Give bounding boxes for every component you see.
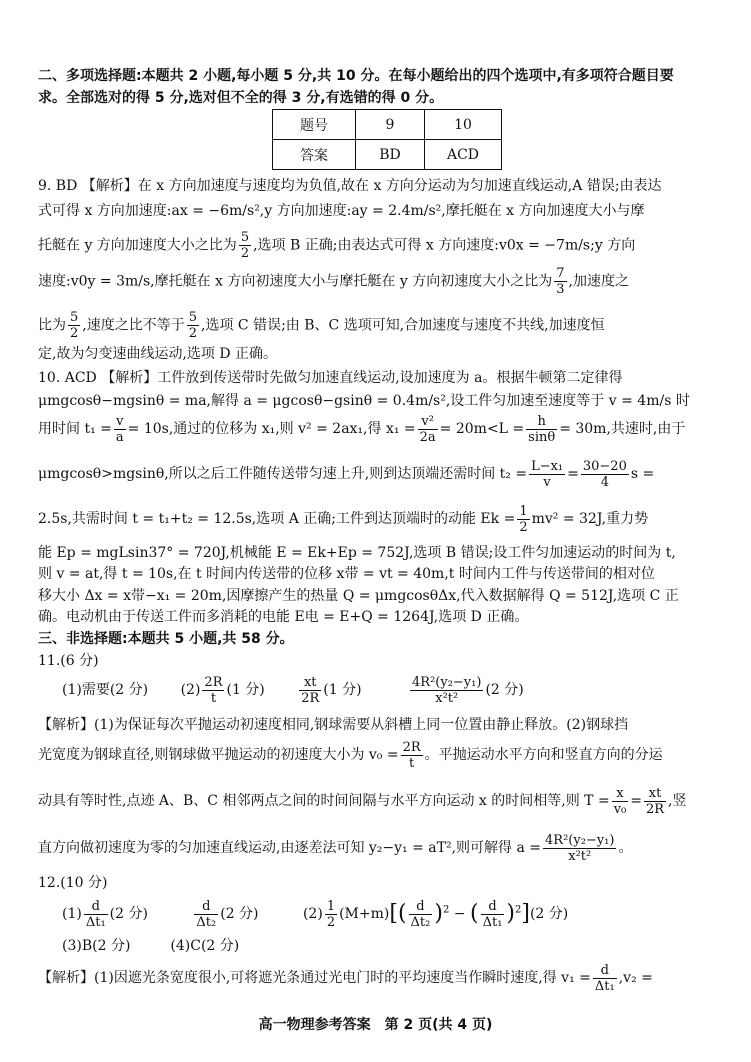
q11-text: 动具有等时性,点迹 A、B、C 相邻两点之间的时间间隔与水平方向运动 x 的时间相等,则 T = [38, 793, 610, 809]
denominator: 2R [645, 801, 665, 817]
q9-text: ,速度之比不等于 [82, 317, 185, 334]
q10-text: mv² = 32J,重力势 [531, 511, 649, 527]
numerator: v [114, 414, 126, 430]
q9-text: ,选项 B 正确;由表达式可得 x 方向速度:v0x = −7m/s;y 方向 [253, 237, 636, 254]
q9-line3 [38, 230, 731, 261]
q9-line6: 定,故为匀变速曲线运动,选项 D 正确。 [38, 346, 278, 362]
exponent: 2 [442, 904, 450, 916]
q12-answers-row2 [62, 936, 731, 956]
table-cell: 10 [425, 110, 502, 140]
fraction [410, 675, 483, 706]
paren-glyph: ) [506, 901, 515, 926]
q10-line7: 则 v = at,得 t = 10s,在 t 时间内传送带的位移 x带 = vt = 40m,t 时间内工件与传送带间的相对位 [38, 566, 655, 582]
numerator: 1 [326, 898, 336, 914]
numerator: 2R [402, 739, 421, 755]
denominator: Δt₂ [410, 914, 431, 930]
denominator: 3 [556, 282, 565, 297]
fraction [325, 899, 337, 930]
q10-line4 [38, 457, 731, 491]
q12-answer-2-mass: (M+m) [339, 906, 390, 922]
q11-answer-2-label: (2) [180, 682, 201, 698]
q12-text: ,v₂ = [618, 970, 653, 986]
fraction [593, 963, 617, 994]
fraction [401, 740, 423, 771]
denominator: x²t² [568, 848, 592, 864]
q11-explain-line1: 【解析】(1)为保证每次平抛运动初速度相同,钢球需要从斜槽上同一位置由静止释放。(2)钢球挡 [38, 717, 629, 733]
denominator: 4 [600, 474, 609, 490]
q12-answers-row1: (1) $\frac{d}{\text{Δt₁}}$ (2 分) $\frac{d}{\text{Δt₂}}$ (2 分) (2) $\frac{1}{2}$ (M+m)[( $\frac{d}{\text{Δt₂}}$ )$^2$ − ( $\frac{d}{\text{Δt₁}}$ )$^2$](2 分) [62, 898, 569, 930]
denominator: 2 [519, 519, 528, 535]
fraction [114, 414, 126, 445]
q11-answer-2-score: (1 分) [226, 682, 265, 698]
denominator: t [409, 755, 415, 771]
numerator: 7 [556, 266, 565, 281]
table-cell: ACD [425, 140, 502, 170]
q10-line3 [38, 412, 731, 446]
q12-heading: 12.(10 分) [38, 875, 108, 891]
numerator: h [526, 414, 557, 430]
q10-text: = 10s,通过的位移为 x₁,则 v² = 2ax₁,得 x₁ = [127, 421, 416, 437]
q11-explain-line3 [38, 784, 731, 818]
page-footer: 高一物理参考答案 第 2 页(共 4 页) [258, 1017, 493, 1033]
numerator: 2R [204, 674, 223, 690]
q11-text: ,竖 [668, 793, 687, 809]
q11-answer-4-score: (2 分) [485, 682, 524, 698]
fraction [644, 786, 666, 817]
q12-answer-3: (3)B(2 分) [62, 938, 131, 954]
fraction [194, 899, 218, 930]
q10-text: = 30m,共速时,由于 [559, 421, 686, 437]
bracket-glyph: [ [389, 901, 398, 926]
numerator: d [409, 899, 433, 915]
table-row [273, 140, 502, 170]
q10-line8: 移大小 Δx = x带−x₁ = 20m,因摩擦产生的热量 Q = μmgcosθΔx,代入数据解得 Q = 512J,选项 C 正 [38, 588, 679, 604]
fraction [299, 675, 321, 706]
q11-explain-line2 [38, 738, 731, 772]
denominator: Δt₁ [482, 914, 503, 930]
q12-explain-line1 [38, 961, 731, 995]
q9-text: ,加速度之 [568, 273, 629, 290]
q11-text: 。平抛运动水平方向和竖直方向的分运 [424, 747, 663, 763]
numerator: 30−20 [582, 458, 627, 474]
numerator: d [593, 963, 617, 979]
q12-text: 【解析】(1)因遮光条宽度很小,可将遮光条通过光电门时的平均速度当作瞬时速度,得 v₁ = [38, 970, 591, 986]
exponent: 2 [515, 904, 522, 916]
fraction [409, 899, 433, 930]
q12-answer-2-score: (2 分) [529, 906, 569, 922]
denominator: 2R [301, 690, 320, 706]
q12-answer-1b-score: (2 分) [220, 906, 259, 922]
q11-text: 。 [618, 840, 633, 856]
q10-text: 用时间 t₁ = [38, 421, 112, 437]
numerator: v² [418, 414, 438, 430]
q10-line2: μmgcosθ−mgsinθ = ma,解得 a = μgcosθ−gsinθ = 0.4m/s²,设工件匀加速至速度等于 v = 4m/s 时 [38, 393, 690, 409]
denominator: Δt₁ [594, 978, 615, 994]
q9-line5 [38, 310, 731, 341]
numerator: 5 [70, 310, 79, 325]
paren-glyph: ( [469, 901, 479, 926]
numerator: d [84, 899, 108, 915]
q11-explain-line4 [38, 831, 731, 865]
paren-glyph: ( [397, 901, 407, 926]
fraction [612, 786, 629, 817]
numerator: 1 [519, 503, 528, 519]
q12-answer-2-label: (2) [302, 906, 323, 922]
q9-line1: 9. BD 【解析】在 x 方向加速度与速度均为负值,故在 x 方向分运动为匀加速直线运动,A 错误;由表达 [38, 178, 662, 194]
q11-text: 直方向做初速度为零的匀加速直线运动,由逐差法可知 y₂−y₁ = aT²,则可解得 a = [38, 840, 542, 856]
q11-answer-3-score: (1 分) [323, 682, 362, 698]
bracket-glyph: ] [521, 901, 530, 926]
denominator: a [115, 429, 124, 445]
fraction [581, 459, 629, 490]
denominator: Δt₁ [85, 914, 106, 930]
q9-text: ,选项 C 错误;由 B、C 选项可知,合加速度与速度不共线,加速度恒 [201, 317, 605, 334]
fraction [529, 459, 565, 490]
q9-text: 速度:v0y = 3m/s,摩托艇在 x 方向初速度大小与摩托艇在 y 方向初速度大小之比为 [38, 273, 553, 290]
numerator: 5 [240, 230, 250, 245]
q9-line2: 式可得 x 方向加速度:ax = −6m/s²,y 方向加速度:ay = 2.4m/s²,摩托艇在 x 方向加速度大小与摩 [38, 203, 645, 219]
table-row [273, 110, 502, 140]
table-cell: 题号 [273, 110, 356, 140]
q11-heading: 11.(6 分) [38, 653, 99, 669]
denominator: 2 [70, 326, 79, 341]
q10-text: 2.5s,共需时间 t = t₁+t₂ = 12.5s,选项 A 正确;工件到达顶端时的动能 Ek = [38, 511, 516, 527]
section2-title-line1: 二、多项选择题:本题共 2 小题,每小题 5 分,共 10 分。在每小题给出的四个选项中,有多项符合题目要 [38, 68, 674, 84]
q9-text: 托艇在 y 方向加速度大小之比为 [38, 237, 237, 254]
q9-text: 比为 [38, 317, 66, 334]
q10-line5 [38, 502, 731, 536]
denominator: 2a [419, 429, 436, 445]
fraction [517, 504, 529, 535]
fraction [202, 675, 224, 706]
denominator: Δt₂ [196, 914, 217, 930]
answer-table [272, 109, 502, 170]
q11-answer-1: (1)需要(2 分) [62, 682, 149, 698]
table-cell: BD [356, 140, 425, 170]
fraction [481, 899, 505, 930]
fraction [554, 266, 566, 297]
numerator: d [481, 899, 505, 915]
fraction [418, 414, 438, 445]
numerator: xt [644, 786, 666, 802]
denominator: v₀ [613, 801, 627, 817]
denominator: 2 [240, 246, 250, 261]
q10-text: = 20m<L = [439, 421, 525, 437]
denominator: 2 [326, 914, 336, 930]
q12-answer-1-score: (2 分) [109, 906, 148, 922]
fraction [526, 414, 557, 445]
denominator: t [210, 690, 217, 706]
fraction [239, 230, 251, 261]
numerator: 4R²(y₂−y₁) [545, 832, 615, 848]
section2-title-line2: 求。全部选对的得 5 分,选对但不全的得 3 分,有选错的得 0 分。 [38, 90, 444, 106]
numerator: 5 [188, 310, 198, 325]
q10-line9: 确。电动机由于传送工件而多消耗的电能 E电 = E+Q = 1264J,选项 D 正确。 [38, 609, 529, 625]
q10-text: = [567, 466, 579, 482]
q11-text: = [630, 793, 642, 809]
denominator: v [543, 474, 551, 490]
table-cell: 9 [356, 110, 425, 140]
q10-text: μmgcosθ>mgsinθ,所以之后工件随传送带匀速上升,则到达顶端还需时间 t₂ = [38, 466, 528, 482]
numerator: x [612, 786, 629, 802]
q9-line4 [38, 266, 731, 297]
numerator: xt [299, 675, 321, 691]
section3-title: 三、非选择题:本题共 5 小题,共 58 分。 [38, 631, 294, 647]
q10-line1: 10. ACD 【解析】工件放到传送带时先做匀加速直线运动,设加速度为 a。根据牛顿第二定律得 [38, 370, 623, 386]
table-cell: 答案 [273, 140, 356, 170]
q11-text: 光宽度为钢球直径,则钢球做平抛运动的初速度大小为 v₀ = [38, 747, 399, 763]
numerator: d [194, 899, 218, 915]
q11-answers [62, 673, 731, 707]
fraction [543, 833, 616, 864]
paren-glyph: ) [434, 901, 443, 926]
numerator: 4R²(y₂−y₁) [412, 674, 482, 690]
denominator: 2 [188, 326, 198, 341]
denominator: sinθ [528, 429, 556, 445]
denominator: x²t² [435, 690, 459, 706]
numerator: L−x₁ [531, 458, 564, 474]
fraction [187, 310, 199, 341]
q12-answer-1-label: (1) [62, 906, 82, 922]
q10-line6: 能 Ep = mgLsin37° = 720J,机械能 E = Ek+Ep = 752J,选项 B 错误;设工件匀加速运动的时间为 t, [38, 545, 676, 561]
fraction [68, 310, 80, 341]
q12-answer-4: (4)C(2 分) [170, 938, 240, 954]
q10-text: s = [630, 466, 655, 482]
fraction [84, 899, 108, 930]
